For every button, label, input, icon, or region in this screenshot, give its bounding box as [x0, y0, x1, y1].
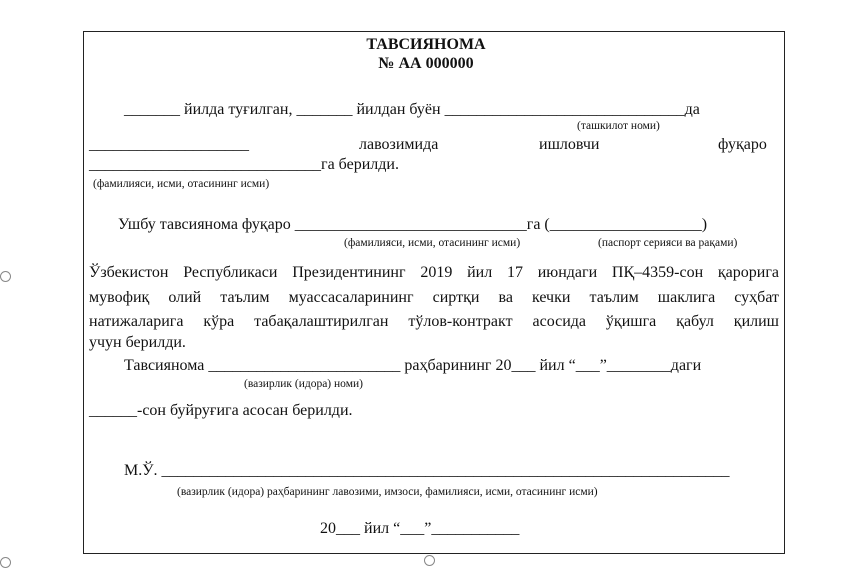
position-word: лавозимида: [359, 136, 439, 153]
citizen-fio-caption: (фамилияси, исми, отасининг исми): [344, 237, 521, 249]
position-blank: ____________________: [89, 136, 249, 153]
resize-handle-left[interactable]: [0, 271, 11, 282]
paragraph-line-2: мувофиқ олий таълим муассасаларининг сиртқи ва кечки таълим шаклига суҳбат: [89, 289, 779, 306]
date-line: 20___ йил “___”___________: [320, 520, 520, 537]
recommendation-head-line: Тавсиянома ________________________ раҳбарининг 20___ йил “___”________даги: [124, 357, 702, 374]
working-word: ишловчи: [539, 136, 600, 153]
citizen-word: фуқаро: [718, 136, 767, 153]
stamp-signature-line: М.Ў. _______________________________________________________________________: [124, 462, 730, 479]
ministry-caption: (вазирлик (идора) номи): [244, 378, 363, 390]
document-number: № АА 000000: [378, 55, 474, 72]
paragraph-line-1: Ўзбекистон Республикаси Президентининг 2019 йил 17 июндаги ПҚ–4359-сон қарорига: [89, 264, 779, 281]
resize-handle-bottom[interactable]: [424, 555, 435, 566]
recommendation-citizen-line: Ушбу тавсиянома фуқаро _____________________________га (___________________): [118, 216, 708, 233]
document-title: ТАВСИЯНОМА: [366, 36, 486, 53]
signature-caption: (вазирлик (идора) раҳбарининг лавозими, имзоси, фамилияси, исми, отасининг исми): [177, 486, 598, 498]
order-line: ______-сон буйруғига асосан берилди.: [89, 402, 353, 419]
paragraph-line-3: натижаларига кўра табақалаштирилган тўлов-контракт асосида ўқишга қабул қилиш: [89, 313, 779, 330]
resize-handle-bottom-left[interactable]: [0, 557, 11, 568]
passport-caption: (паспорт серияси ва рақами): [598, 237, 738, 249]
paragraph-line-4: учун берилди.: [89, 334, 186, 351]
fio-caption: (фамилияси, исми, отасининг исми): [93, 178, 270, 190]
organization-caption: (ташкилот номи): [577, 120, 660, 132]
birth-employment-line: _______ йилда туғилган, _______ йилдан буён ______________________________да: [124, 101, 700, 118]
issued-to-line: _____________________________га берилди.: [89, 156, 399, 173]
